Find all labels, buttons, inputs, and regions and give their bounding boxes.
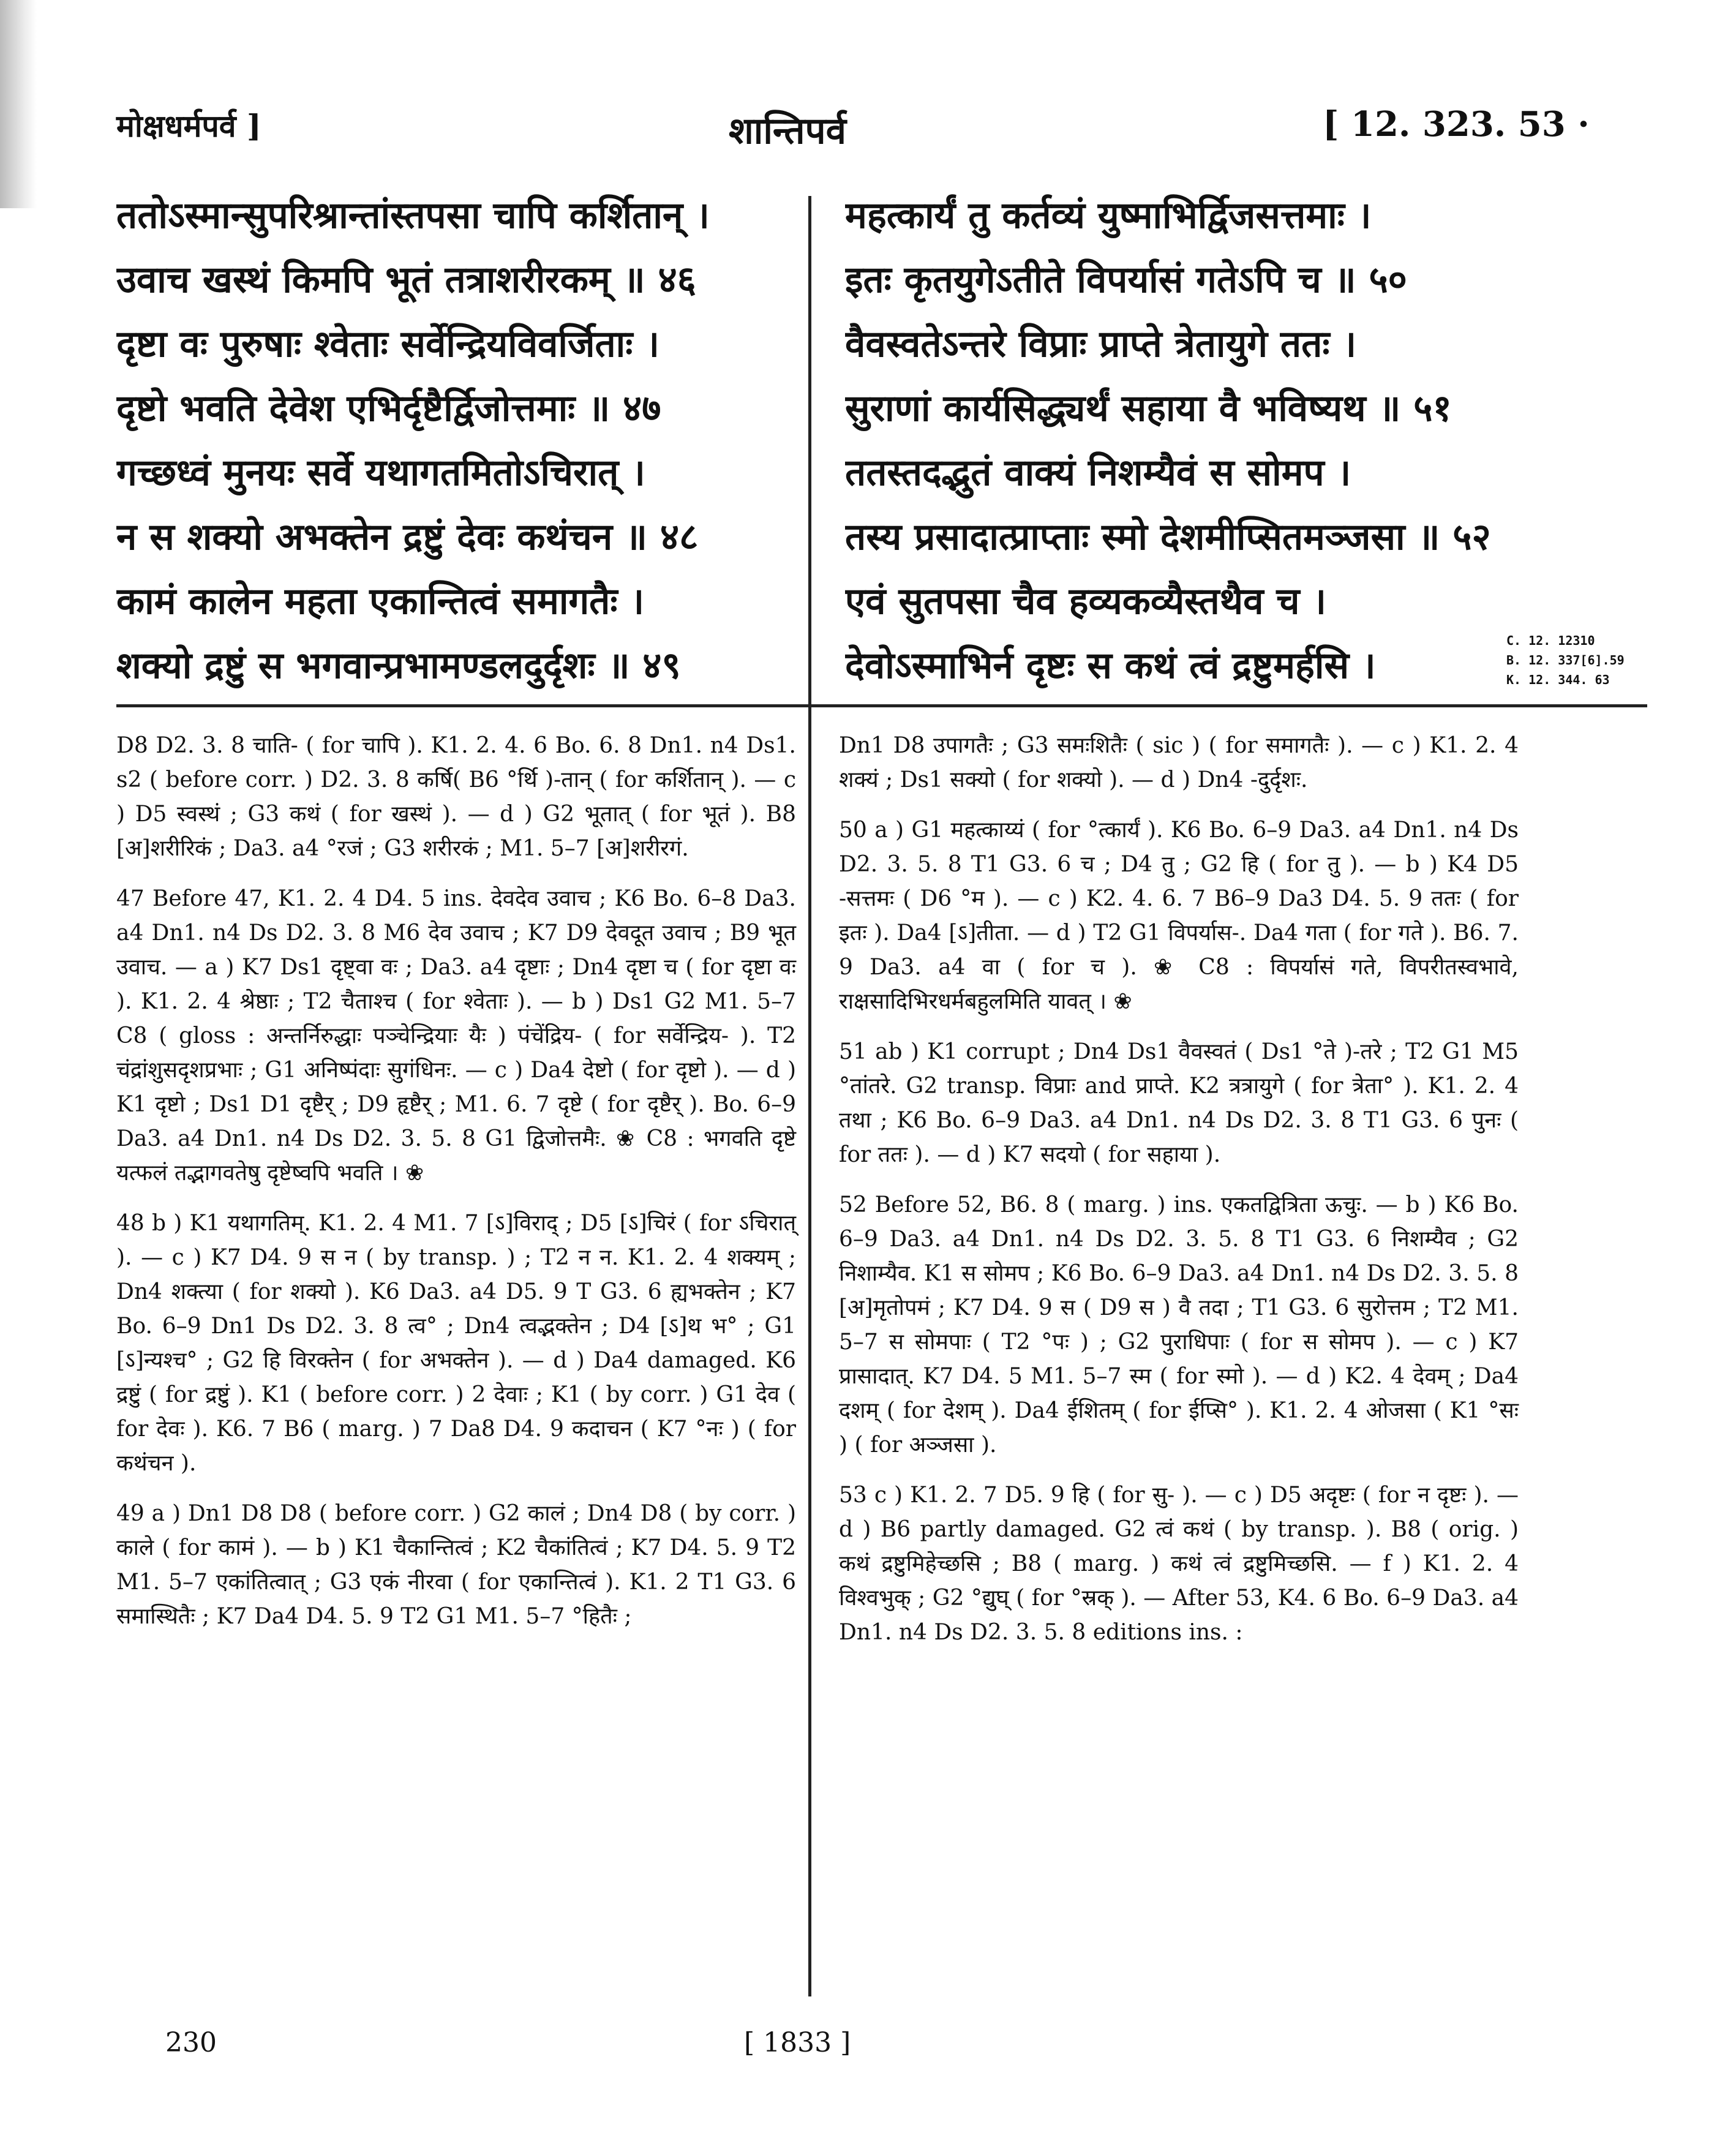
verse-line: शक्यो द्रष्टुं स भगवान्प्रभामण्डलदुर्दृशः ॥ ४९ [116,644,681,687]
apparatus-note: 51 ab ) K1 corrupt ; Dn4 Ds1 वैवस्वतं ( Ds1 °ते )-तरे ; T2 G1 M5 °तांतरे. G2 transp. विप्राः and प्राप्ते. K2 त्रत्रायुगे ( for त्रेता° ). K1. 2. 4 तथा ; K6 Bo. 6–9 Da3. a4 Dn1. n4 Ds D2. 3. 8 T1 G3. 6 पुनः ( for ततः ). — d ) K7 सदयो ( for सहाया ). [839,1039,1519,1167]
apparatus-note: 49 a ) Dn1 D8 D8 ( before corr. ) G2 कालं ; Dn4 D8 ( by corr. ) काले ( for कामं ). — b ) K1 चैकान्तित्वं ; K2 चैकांतित्वं ; K7 D4. 5. 9 T2 M1. 5–7 एकांतित्वात् ; G3 एकं नीरवा ( for एकान्तित्वं ). K1. 2 T1 G3. 6 समास्थितैः ; K7 Da4 D4. 5. 9 T2 G1 M1. 5–7 °हितैः ; [116,1501,796,1629]
page-number-center: [ 1833 ] [744,2027,851,2058]
verse-column-left [116,184,821,698]
concordance-line: B. 12. 337[6].59 [1506,653,1625,668]
verse-line: न स शक्यो अभक्तेन द्रष्टुं देवः कथंचन ॥ ४८ [116,516,699,559]
running-header-reference: [ 12. 323. 53 · [1323,104,1590,145]
verse-line: तस्य प्रसादात्प्राप्ताः स्मो देशमीप्सितमञ्जसा ॥ ५२ [845,516,1491,559]
scan-edge [0,0,37,208]
apparatus-note: 53 c ) K1. 2. 7 D5. 9 हि ( for सु- ). — c ) D5 अदृष्टः ( for न दृष्टः ). — d ) B6 partly damaged. G2 त्वं कथं ( by transp. ). B8 ( orig. ) कथं द्रष्टुमिहेच्छसि ; B8 ( marg. ) कथं त्वं द्रष्टुमिच्छसि. — f ) K1. 2. 4 विश्वभुक् ; G2 °द्युघ् ( for °स्रक् ). — After 53, K4. 6 Bo. 6–9 Da3. a4 Dn1. n4 Ds D2. 3. 5. 8 editions ins. : [839,1483,1519,1645]
verse-line: वैवस्वतेऽन्तरे विप्राः प्राप्ते त्रेतायुगे ततः । [845,323,1357,366]
apparatus-column-left [116,729,796,1650]
running-header-left: मोक्षधर्मपर्व ] [116,108,261,144]
apparatus-note: 52 Before 52, B6. 8 ( marg. ) ins. एकतद्वित्रिता ऊचुः. — b ) K6 Bo. 6–9 Da3. a4 Dn1. n4 Ds D2. 3. 5. 8 T1 G3. 6 निशम्यैव ; G2 निशाम्यैव. K1 स सोमप ; K6 Bo. 6–9 Da3. a4 Dn1. n4 Ds D2. 3. 5. 8 [अ]मृतोपमं ; K7 D4. 9 स ( D9 स ) वै तदा ; T1 G3. 6 सुरोत्तम ; T2 M1. 5–7 स सोमपाः ( T2 °पः ) ; G2 पुराधिपाः ( for स सोमप ). — c ) K7 प्रासादात्. K7 D4. 5 M1. 5–7 स्म ( for स्मो ). — d ) K2. 4 देवम् ; Da4 दशम् ( for देशम् ). Da4 ईशितम् ( for ईप्सि° ). K1. 2. 4 ओजसा ( K1 °सः ) ( for अञ्जसा ). [839,1192,1519,1458]
page-number-left: 230 [165,2027,217,2058]
verse-column-right [845,184,1549,698]
apparatus-note: 50 a ) G1 महत्काय्यं ( for °त्कार्यं ). K6 Bo. 6–9 Da3. a4 Dn1. n4 Ds D2. 3. 5. 8 T1 G3. 6 च ; D4 तु ; G2 हि ( for तु ). — b ) K4 D5 -सत्तमः ( D6 °म ). — c ) K2. 4. 6. 7 B6–9 Da3 D4. 5. 9 ततः ( for इतः ). Da4 [ऽ]तीता. — d ) T2 G1 विपर्यास-. Da4 गता ( for गते ). B6. 7. 9 Da3. a4 वा ( for च ). ❀ C8 : विपर्यासं गते, विपरीतस्वभावे, राक्षसादिभिरधर्मबहुलमिति यावत् । ❀ [839,818,1519,1014]
running-header-title: शान्तिपर्व [729,110,846,152]
verse-line: ततस्तदद्भुतं वाक्यं निशम्यैवं स सोमप । [845,451,1351,494]
verse-line: कामं कालेन महता एकान्तित्वं समागतैः । [116,580,645,623]
apparatus-note: 48 b ) K1 यथागतिम्. K1. 2. 4 M1. 7 [ऽ]विराद् ; D5 [ऽ]चिरं ( for ऽचिरात् ). — c ) K7 D4. 9 स न ( by transp. ) ; T2 न न. K1. 2. 4 शक्यम् ; Dn4 शक्त्या ( for शक्यो ). K6 Da3. a4 D5. 9 T G3. 6 ह्यभक्तेन ; K7 Bo. 6–9 Dn1 Ds D2. 3. 8 त्व° ; Dn4 त्वद्भक्तेन ; D4 [ऽ]थ भ° ; G1 [ऽ]न्यश्च° ; G2 हि विरक्तेन ( for अभक्तेन ). — d ) Da4 damaged. K6 द्रष्टुं ( for द्रष्टुं ). K1 ( before corr. ) 2 देवाः ; K1 ( by corr. ) G1 देव ( for देवः ). K6. 7 B6 ( marg. ) 7 Da8 D4. 9 कदाचन ( K7 °नः ) ( for कथंचन ). [116,1211,796,1476]
verse-line: सुराणां कार्यसिद्ध्यर्थं सहाया वै भविष्यथ ॥ ५१ [845,387,1452,430]
apparatus-note: D8 D2. 3. 8 चाति- ( for चापि ). K1. 2. 4. 6 Bo. 6. 8 Dn1. n4 Ds1. s2 ( before corr. ) D2. 3. 8 कर्षि( B6 °र्थि )-तान् ( for कर्शितान् ). — c ) D5 स्वस्थं ; G3 कथं ( for खस्थं ). — d ) G2 भूतात् ( for भूतं ). B8 [अ]शरीरिकं ; Da3. a4 °रजं ; G3 शरीरकं ; M1. 5–7 [अ]शरीरगं. [116,733,796,861]
verse-line: ततोऽस्मान्सुपरिश्रान्तांस्तपसा चापि कर्शितान् । [116,194,710,237]
apparatus-note: 47 Before 47, K1. 2. 4 D4. 5 ins. देवदेव उवाच ; K6 Bo. 6–8 Da3. a4 Dn1. n4 Ds D2. 3. 8 M6 देव उवाच ; K7 D9 देवदूत उवाच ; B9 भूत उवाच. — a ) K7 Ds1 दृष्ट्वा वः ; Da3. a4 दृष्टाः ; Dn4 दृष्टा च ( for दृष्टा वः ). K1. 2. 4 श्रेष्ठाः ; T2 चैताश्च ( for श्वेताः ). — b ) Ds1 G2 M1. 5–7 C8 ( gloss : अन्तर्निरुद्धाः पञ्चेन्द्रियाः यैः ) पंचेंद्रिय- ( for सर्वेन्द्रिय- ). T2 चंद्रांशुसदृशप्रभाः ; G1 अनिष्पंदाः सुगंधिनः. — c ) Da4 देष्टो ( for दृष्टो ). — d ) K1 दृष्टो ; Ds1 D1 दृष्टैर् ; D9 हृष्टैर् ; M1. 6. 7 दृष्टे ( for दृष्टैर् ). Bo. 6–9 Da3. a4 Dn1. n4 Ds D2. 3. 5. 8 G1 द्विजोत्तमैः. ❀ C8 : भगवति दृष्टे यत्फलं तद्भागवतेषु दृष्टेष्वपि भवति । ❀ [116,886,796,1186]
apparatus-column-right [839,729,1519,1666]
verse-line: गच्छध्वं मुनयः सर्वे यथागतमितोऽचिरात् । [116,451,645,494]
verse-line: उवाच खस्थं किमपि भूतं तत्राशरीरकम् ॥ ४६ [116,258,696,301]
apparatus-divider [116,704,1647,707]
concordance-references [1506,631,1625,690]
concordance-line: K. 12. 344. 63 [1506,672,1610,687]
verse-line: देवोऽस्माभिर्न दृष्टः स कथं त्वं द्रष्टुमर्हसि । [845,644,1376,687]
verse-line: एवं सुतपसा चैव हव्यकव्यैस्तथैव च । [845,580,1327,623]
apparatus-note: Dn1 D8 उपागतैः ; G3 समःशितैः ( sic ) ( for समागतैः ). — c ) K1. 2. 4 शक्यं ; Ds1 सक्यो ( for शक्यो ). — d ) Dn4 -दुर्दृशः. [839,733,1519,792]
verse-line: दृष्टो भवति देवेश एभिर्दृष्टैर्द्विजोत्तमाः ॥ ४७ [116,387,661,430]
verse-line: महत्कार्यं तु कर्तव्यं युष्माभिर्द्विजसत्तमाः । [845,194,1372,237]
column-divider [808,196,811,1996]
concordance-line: C. 12. 12310 [1506,633,1595,648]
verse-line: दृष्टा वः पुरुषाः श्वेताः सर्वेन्द्रियविवर्जिताः । [116,323,659,366]
verse-line: इतः कृतयुगेऽतीते विपर्यासं गतेऽपि च ॥ ५० [845,258,1407,301]
